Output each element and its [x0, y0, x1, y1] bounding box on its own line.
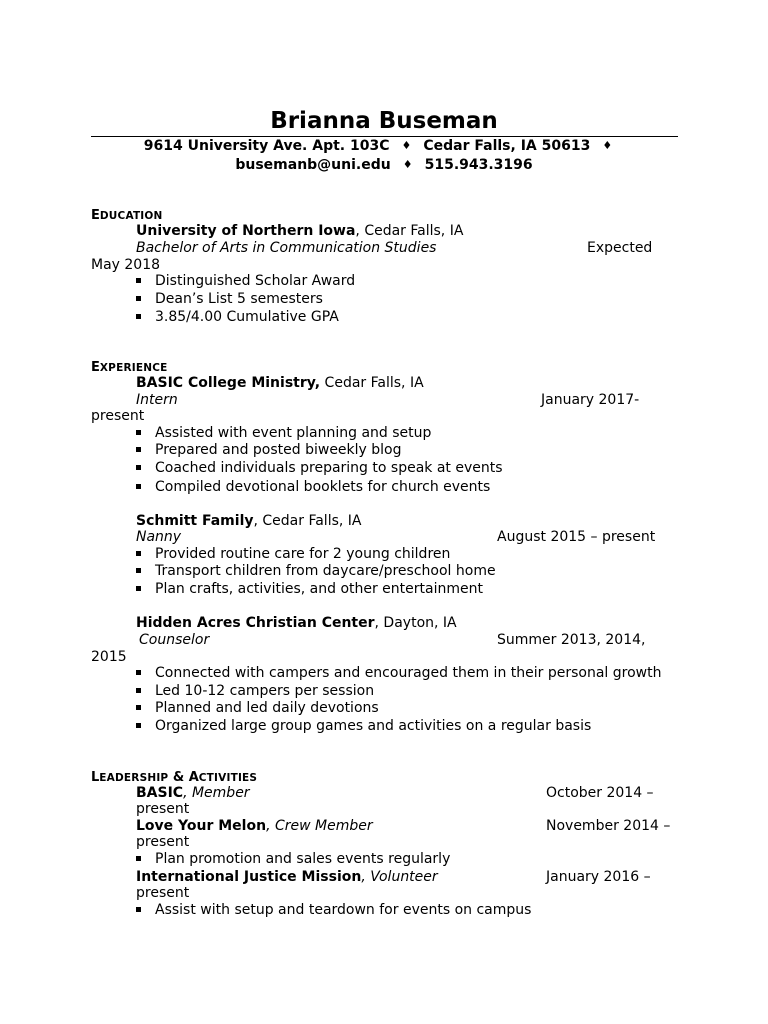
phone: 515.943.3196	[424, 157, 533, 173]
list-item: Dean’s List 5 semesters	[136, 291, 323, 308]
education-date-line1: Expected	[587, 240, 653, 256]
activity-date-line1: October 2014 –	[546, 785, 654, 801]
activity-date-line1: November 2014 –	[546, 818, 671, 834]
list-item: Compiled devotional booklets for church events	[136, 479, 490, 496]
section-heading-experience: EXPERIENCE	[91, 360, 168, 375]
list-item: 3.85/4.00 Cumulative GPA	[136, 309, 339, 326]
list-item: Prepared and posted biweekly blog	[136, 442, 402, 459]
activity-date-line1: January 2016 –	[546, 869, 651, 885]
list-item: Transport children from daycare/preschool home	[136, 563, 496, 580]
city: Cedar Falls, IA 50613	[423, 138, 591, 154]
list-item: Coached individuals preparing to speak at events	[136, 460, 503, 477]
activity-date-line2: present	[136, 834, 190, 850]
list-item: Distinguished Scholar Award	[136, 273, 355, 290]
list-item: Assist with setup and teardown for events on campus	[136, 902, 531, 919]
diamond-separator-icon: ♦	[602, 139, 613, 152]
job-date-line1: January 2017-	[541, 392, 640, 408]
diamond-separator-icon: ♦	[401, 139, 412, 152]
list-item: Organized large group games and activities on a regular basis	[136, 718, 591, 735]
job-title-line: Hidden Acres Christian Center, Dayton, IA	[136, 615, 457, 631]
job-date-line2: present	[91, 408, 145, 424]
school-location: , Cedar Falls, IA	[355, 223, 464, 239]
job-title-line: BASIC College Ministry, Cedar Falls, IA	[136, 375, 424, 391]
header-rule	[91, 136, 678, 137]
list-item: Plan promotion and sales events regularly	[136, 851, 450, 868]
job-date-line1: Summer 2013, 2014,	[497, 632, 646, 648]
list-item: Plan crafts, activities, and other entertainment	[136, 581, 483, 598]
contact-line-email	[0, 157, 768, 174]
job-date-line2: 2015	[91, 649, 127, 665]
email: busemanb@uni.edu	[235, 157, 391, 173]
resume-name: Brianna Buseman	[270, 108, 498, 134]
job-role: Nanny	[136, 529, 182, 545]
school-line	[136, 223, 463, 240]
activity-title-line: Love Your Melon, Crew Member	[136, 818, 373, 834]
activity-date-line2: present	[136, 885, 190, 901]
degree: Bachelor of Arts in Communication Studies	[136, 240, 437, 256]
section-heading-education: EDUCATION	[91, 208, 163, 223]
list-item: Assisted with event planning and setup	[136, 425, 431, 442]
job-date-line1: August 2015 – present	[497, 529, 656, 545]
job-title-line: Schmitt Family, Cedar Falls, IA	[136, 513, 362, 529]
list-item: Planned and led daily devotions	[136, 700, 379, 717]
school-name: University of Northern Iowa	[136, 223, 356, 239]
section-heading-leadership: LEADERSHIP & ACTIVITIES	[91, 770, 258, 785]
address: 9614 University Ave. Apt. 103C	[143, 138, 390, 154]
list-item: Provided routine care for 2 young children	[136, 546, 450, 563]
list-item: Connected with campers and encouraged them in their personal growth	[136, 665, 661, 682]
contact-line-address	[0, 138, 768, 155]
activity-title-line: International Justice Mission, Volunteer	[136, 869, 438, 885]
diamond-separator-icon: ♦	[402, 158, 413, 171]
education-date-line2: May 2018	[91, 257, 161, 273]
activity-title-line: BASIC, Member	[136, 785, 250, 801]
job-role: Intern	[136, 392, 178, 408]
job-role: Counselor	[139, 632, 210, 648]
list-item: Led 10-12 campers per session	[136, 683, 374, 700]
activity-date-line2: present	[136, 801, 190, 817]
